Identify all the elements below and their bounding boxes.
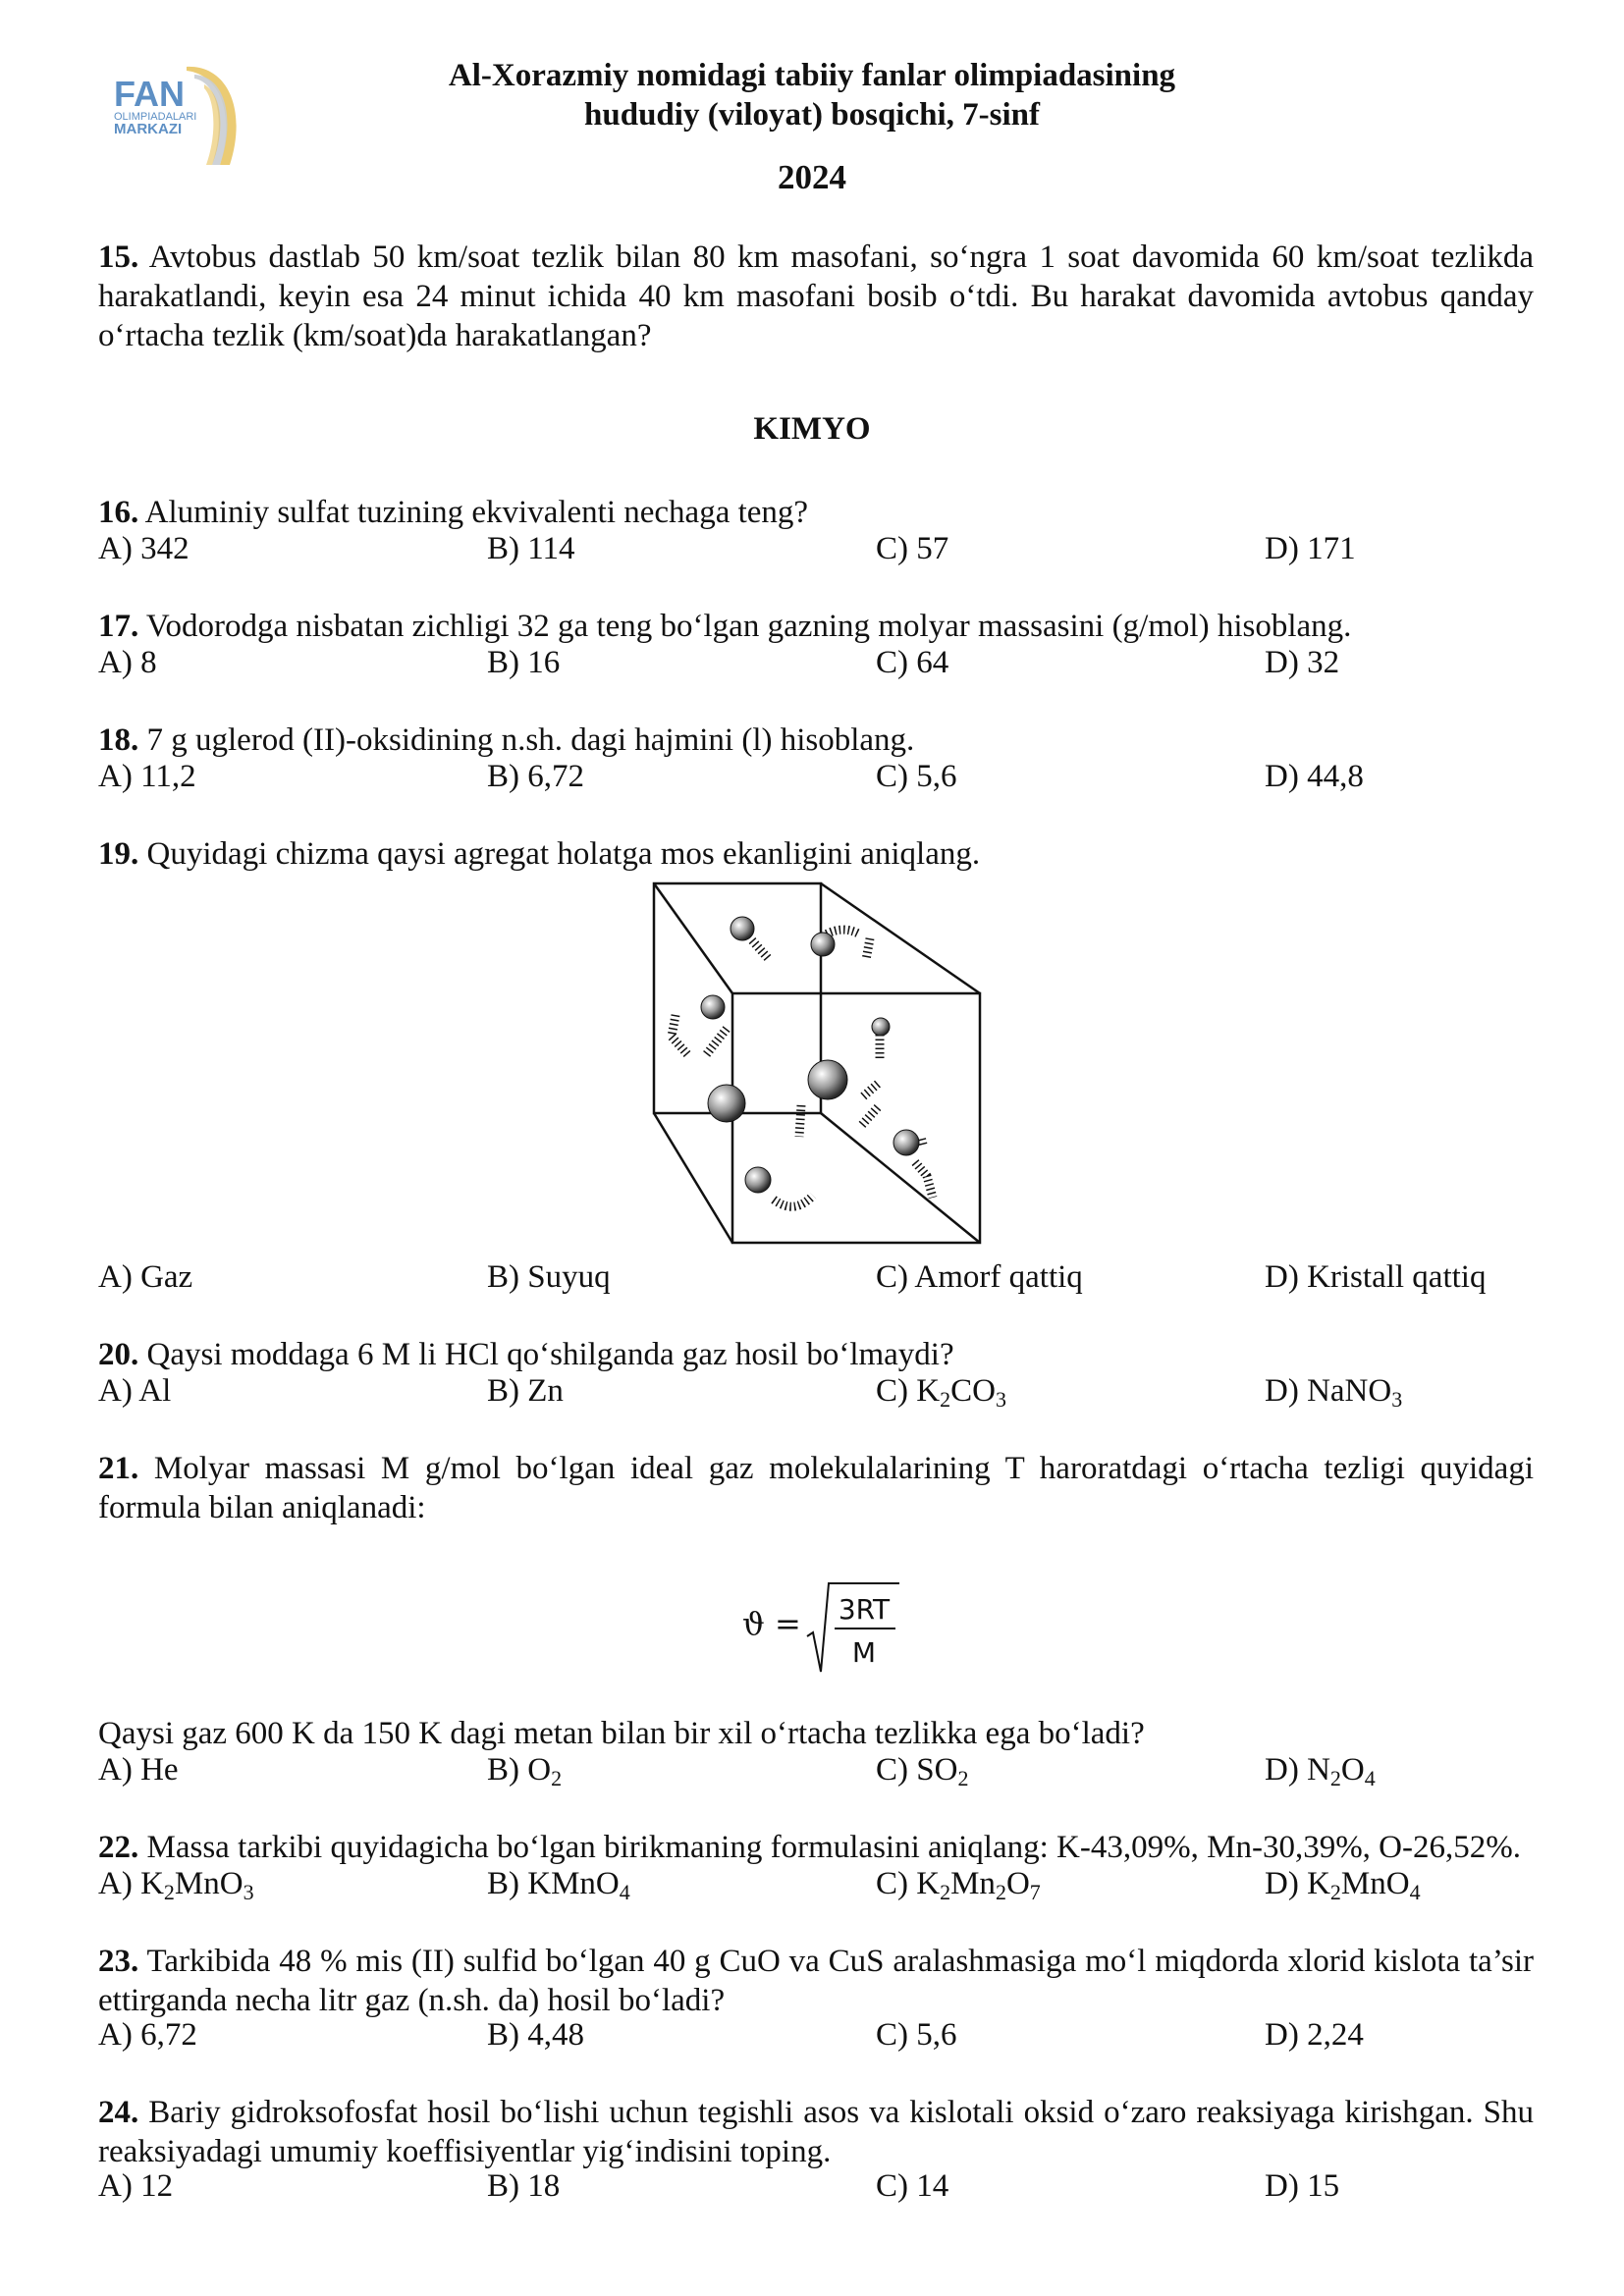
molecule-ball bbox=[745, 1167, 771, 1193]
option-a: A) 11,2 bbox=[98, 759, 196, 794]
molecule-ball bbox=[893, 1130, 919, 1155]
question-number: 15. bbox=[98, 240, 139, 275]
question-24 bbox=[98, 2093, 1534, 2171]
option-a: A) $K_2MnO_3$ bbox=[98, 1866, 254, 1904]
logo-word-markazi: MARKAZI bbox=[114, 121, 183, 137]
header-year: 2024 bbox=[778, 158, 846, 196]
option-c: C) $K_2CO_3$ bbox=[876, 1373, 1006, 1412]
question-text: Molyar massasi M g/mol bo‘lgan ideal gaz molekulalarining T haroratdagi o‘rtacha tezligi quyidagi formula bilan aniqlanadi: bbox=[98, 1451, 1534, 1525]
question-16-options bbox=[98, 530, 1534, 569]
question-17 bbox=[98, 607, 1534, 646]
question-text: Aluminiy sulfat tuzining ekvivalenti nechaga teng? bbox=[138, 495, 809, 530]
option-c: C) $K_2Mn_2O_7$ bbox=[876, 1866, 1041, 1904]
question-22 bbox=[98, 1828, 1534, 1867]
molecule-ball bbox=[808, 1060, 847, 1099]
option-c: C) 57 bbox=[876, 531, 949, 566]
option-d: D) NaNO$_3$ bbox=[1265, 1373, 1403, 1412]
option-b: B) $O_2$ bbox=[487, 1752, 563, 1790]
option-a: A) He bbox=[98, 1752, 179, 1788]
question-text: 7 g uglerod (II)-oksidining n.sh. dagi hajmini (l) hisoblang. bbox=[138, 722, 915, 758]
option-a: A) 6,72 bbox=[98, 2017, 197, 2053]
question-21-options bbox=[98, 1751, 1534, 1790]
header-title-line-1: Al-Xorazmiy nomidagi tabiiy fanlar olimpiadasining bbox=[448, 58, 1176, 93]
option-c: C) 5,6 bbox=[876, 759, 957, 794]
molecule-ball bbox=[811, 933, 835, 956]
option-b: B) 16 bbox=[487, 645, 561, 680]
option-a: A) Al bbox=[98, 1373, 172, 1409]
option-d: D) $N_2O_4$ bbox=[1265, 1752, 1376, 1790]
question-18-options bbox=[98, 758, 1534, 797]
formula-denominator: M bbox=[851, 1636, 877, 1669]
question-23 bbox=[98, 1942, 1534, 2020]
question-21-prompt: Qaysi gaz 600 K da 150 K dagi metan bilan bir xil o‘rtacha tezlikka ega bo‘ladi? bbox=[98, 1716, 1145, 1751]
header-title-line-2: hududiy (viloyat) bosqichi, 7-sinf bbox=[584, 97, 1040, 133]
question-number: 16. bbox=[98, 495, 139, 530]
question-19-options bbox=[98, 1258, 1534, 1298]
liquid-state-molecules-figure bbox=[652, 880, 986, 1249]
question-24-options bbox=[98, 2167, 1534, 2207]
question-23-options bbox=[98, 2016, 1534, 2056]
question-20-options bbox=[98, 1372, 1534, 1412]
formula-lhs: ϑ = bbox=[742, 1605, 801, 1642]
question-number: 22. bbox=[98, 1830, 139, 1865]
question-text: Qaysi moddaga 6 M li HCl qo‘shilganda gaz hosil bo‘lmaydi? bbox=[138, 1337, 954, 1372]
question-16 bbox=[98, 493, 1534, 532]
molecule-ball bbox=[731, 917, 754, 940]
option-c: C) 5,6 bbox=[876, 2017, 957, 2053]
option-a: A) 8 bbox=[98, 645, 157, 680]
option-d: D) Kristall qattiq bbox=[1265, 1259, 1487, 1295]
question-text: Massa tarkibi quyidagicha bo‘lgan birikmaning formulasini aniqlang: K-43,09%, Mn-30,39%, O-26,52%. bbox=[138, 1830, 1521, 1865]
option-a: A) 12 bbox=[98, 2168, 174, 2204]
option-d: D) 2,24 bbox=[1265, 2017, 1364, 2053]
question-text: Quyidagi chizma qaysi agregat holatga mos ekanligini aniqlang. bbox=[138, 836, 981, 872]
option-a: A) Gaz bbox=[98, 1259, 193, 1295]
section-title-kimyo: KIMYO bbox=[753, 411, 871, 447]
question-17-options bbox=[98, 644, 1534, 683]
question-number: 24. bbox=[98, 2095, 139, 2130]
question-number: 18. bbox=[98, 722, 139, 758]
question-20 bbox=[98, 1335, 1534, 1374]
logo-word-fan: FAN bbox=[114, 74, 185, 114]
question-number: 23. bbox=[98, 1944, 139, 1979]
question-number: 21. bbox=[98, 1451, 139, 1486]
molecule-ball bbox=[701, 995, 725, 1019]
option-b: B) Suyuq bbox=[487, 1259, 611, 1295]
option-c: C) $SO_2$ bbox=[876, 1752, 969, 1790]
option-c: C) 64 bbox=[876, 645, 949, 680]
mean-speed-formula bbox=[727, 1566, 923, 1693]
question-number: 19. bbox=[98, 836, 139, 872]
molecule-ball bbox=[708, 1085, 745, 1122]
option-c: C) Amorf qattiq bbox=[876, 1259, 1083, 1295]
question-text: Avtobus dastlab 50 km/soat tezlik bilan 80 km masofani, so‘ngra 1 soat davomida 60 km/soat tezlikda harakatlandi, keyin esa 24 minut ichida 40 km masofani bosib o‘tdi. Bu harakat davomida avtobus qanday o‘rtacha tezlik (km/soat)da harakatlangan? bbox=[98, 240, 1534, 353]
option-b: B) 4,48 bbox=[487, 2017, 584, 2053]
option-b: B) 6,72 bbox=[487, 759, 584, 794]
option-d: D) 32 bbox=[1265, 645, 1340, 680]
option-a: A) 342 bbox=[98, 531, 189, 566]
molecules bbox=[701, 917, 919, 1193]
question-18 bbox=[98, 721, 1534, 760]
option-b: B) 114 bbox=[487, 531, 575, 566]
question-number: 20. bbox=[98, 1337, 139, 1372]
molecule-ball bbox=[872, 1018, 890, 1036]
formula-numerator: 3RT bbox=[838, 1593, 891, 1626]
option-b: B) Zn bbox=[487, 1373, 564, 1409]
question-text: Tarkibida 48 % mis (II) sulfid bo‘lgan 40 g CuO va CuS aralashmasiga mo‘l miqdorda xlorid kislota ta’sir ettirganda necha litr gaz (n.sh. da) hosil bo‘ladi? bbox=[98, 1944, 1534, 2018]
question-19 bbox=[98, 834, 1534, 874]
question-15 bbox=[98, 238, 1534, 355]
option-d: D) 44,8 bbox=[1265, 759, 1364, 794]
question-21 bbox=[98, 1449, 1534, 1527]
question-22-options bbox=[98, 1865, 1534, 1904]
option-b: B) KMnO$_4$ bbox=[487, 1866, 630, 1904]
option-c: C) 14 bbox=[876, 2168, 949, 2204]
hydrogen-bond-hatches bbox=[672, 930, 933, 1206]
option-d: D) 15 bbox=[1265, 2168, 1340, 2204]
option-d: D) 171 bbox=[1265, 531, 1356, 566]
option-b: B) 18 bbox=[487, 2168, 561, 2204]
option-d: D) $K_2MnO_4$ bbox=[1265, 1866, 1421, 1904]
question-number: 17. bbox=[98, 609, 139, 644]
logo-word-olimpiadalari: OLIMPIADALARI bbox=[114, 111, 197, 123]
question-text: Vodorodga nisbatan zichligi 32 ga teng bo‘lgan gazning molyar massasini (g/mol) hisoblang. bbox=[138, 609, 1352, 644]
question-text: Bariy gidroksofosfat hosil bo‘lishi uchun tegishli asos va kislotali oksid o‘zaro reaksiyaga kirishgan. Shu reaksiyadagi umumiy koeffisiyentlar yig‘indisini toping. bbox=[98, 2095, 1534, 2169]
